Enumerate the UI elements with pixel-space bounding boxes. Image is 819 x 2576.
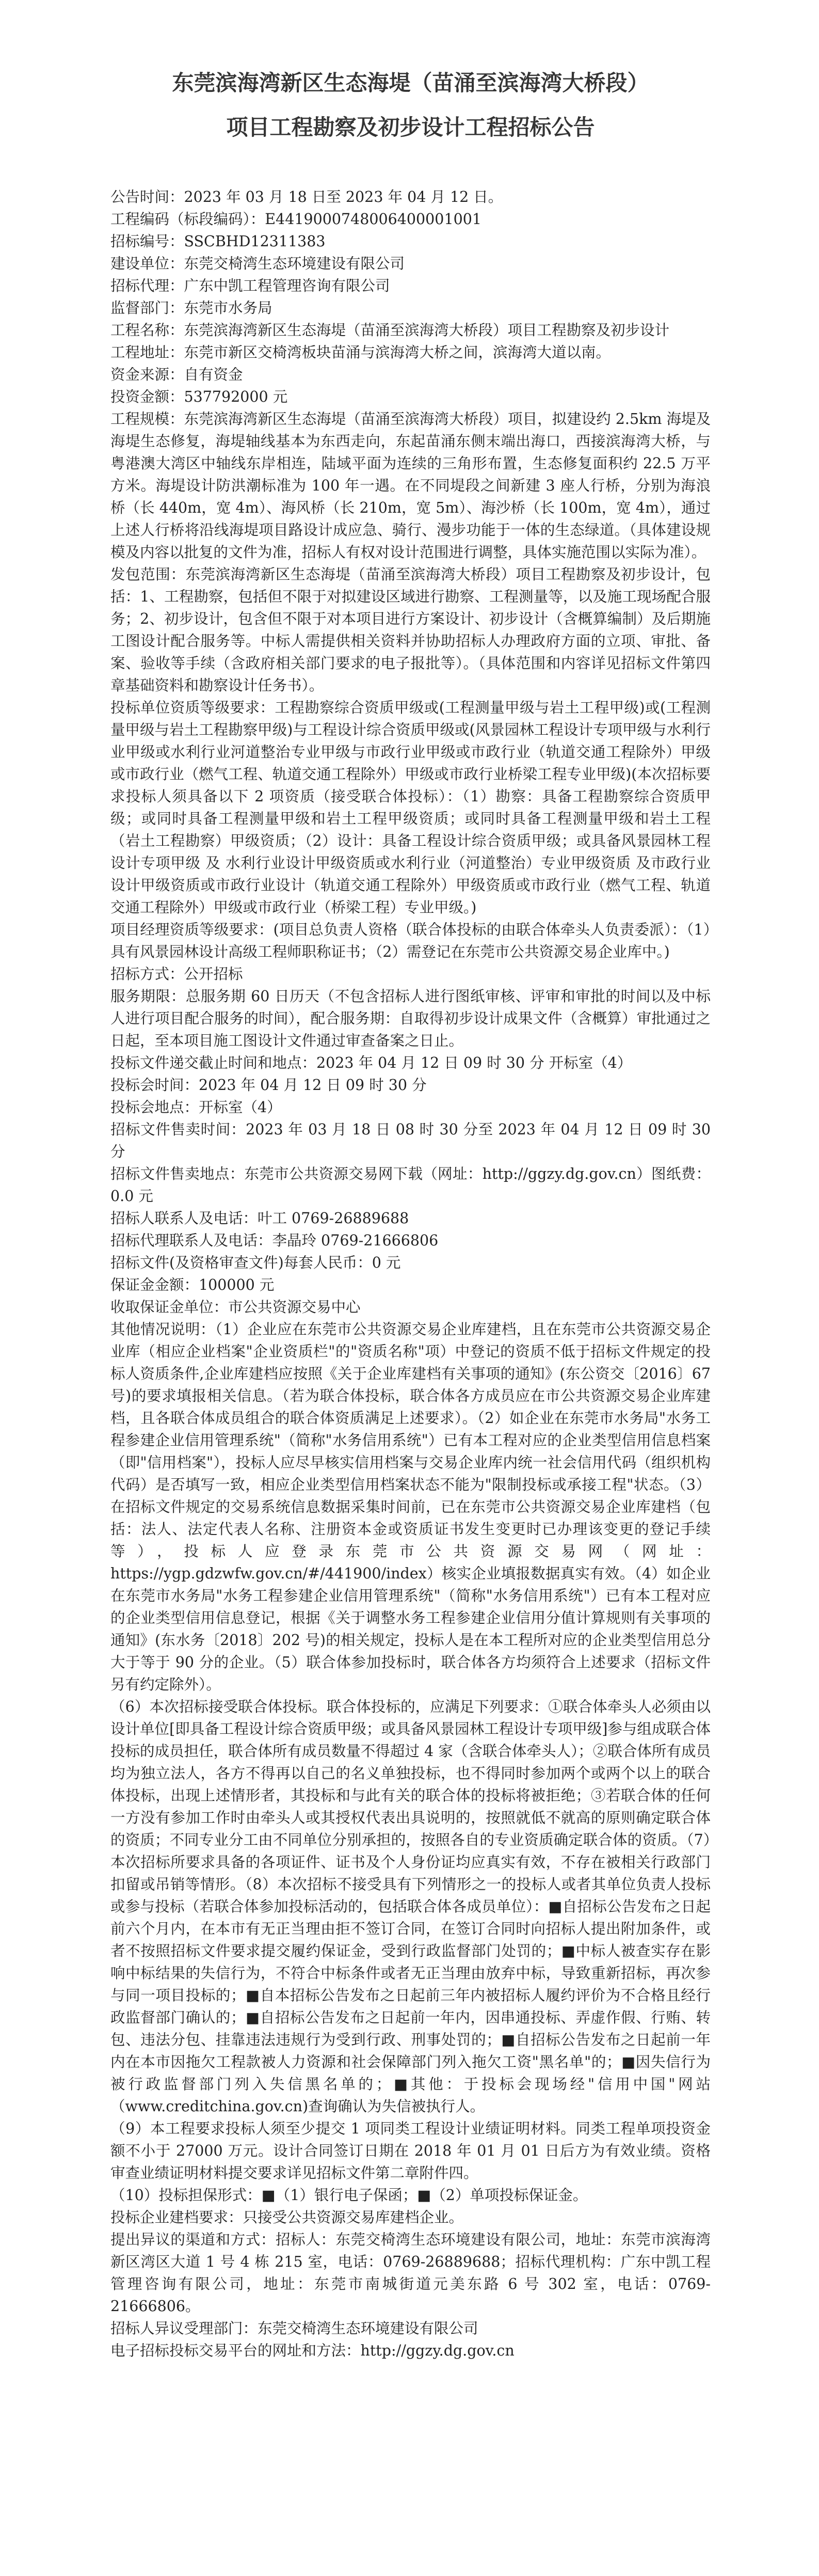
announcement-paragraph: 招标代理联系人及电话：李晶玲 0769-21666806 — [110, 1232, 439, 1249]
announcement-paragraph: 投标会地点：开标室（4） — [110, 1099, 282, 1116]
announcement-paragraph: 投标单位资质等级要求：工程勘察综合资质甲级或(工程测量甲级与岩土工程甲级)或(工程测量甲级与岩土工程勘察甲级)与工程设计综合资质甲级或(风景园林工程设计专项甲级与水利行业甲级或水利行业河道整治专业甲级与市政行业甲级或市政行业（轨道交通工程除外）甲级或市政行业（燃气工程、轨道交通工程除外）甲级或市政行业桥梁工程专业甲级)(本次招标要求投标人须具备以下 2 项资质（接受联合体投标）：（1）勘察：具备工程勘察综合资质甲级；或同时具备工程测量甲级和岩土工程甲级资质；或同时具备工程测量甲级和岩土工程（岩土工程勘察）甲级资质；（2）设计：具备工程设计综合资质甲级；或具备风景园林工程设计专项甲级 及 水利行业设计甲级资质或水利行业（河道整治）专业甲级资质 及市政行业设计甲级资质或市政行业设计（轨道交通工程除外）甲级资质或市政行业（燃气工程、轨道交通工程除外）甲级或市政行业（桥梁工程）专业甲级。) — [110, 699, 711, 916]
announcement-paragraph: 电子招标投标交易平台的网址和方法：http://ggzy.dg.gov.cn — [110, 2342, 515, 2359]
announcement-paragraph: 保证金金额：100000 元 — [110, 1276, 275, 1293]
announcement-paragraph: 招标文件售卖时间：2023 年 03 月 18 日 08 时 30 分至 2023 年 04 月 12 日 09 时 30 分 — [110, 1121, 711, 1160]
announcement-paragraph: 项目经理资质等级要求：(项目总负责人资格（联合体投标的由联合体牵头人负责委派）：（1）具有风景园林设计高级工程师职称证书；（2）需登记在东莞市公共资源交易企业库中。) — [110, 921, 711, 960]
announcement-paragraph: 工程地址：东莞市新区交椅湾板块苗涌与滨海湾大桥之间，滨海湾大道以南。 — [110, 344, 611, 361]
announcement-paragraph: 工程名称：东莞滨海湾新区生态海堤（苗涌至滨海湾大桥段）项目工程勘察及初步设计 — [110, 322, 670, 339]
announcement-paragraph: 服务期限：总服务期 60 日历天（不包含招标人进行图纸审核、评审和审批的时间以及中标人进行项目配合服务的时间），配合服务期：自取得初步设计成果文件（含概算）审批通过之日起，至本项目施工图设计文件通过审查备案之日止。 — [110, 988, 711, 1049]
announcement-paragraph: 招标编号：SSCBHD12311383 — [110, 233, 326, 250]
announcement-paragraph: 招标人异议受理部门：东莞交椅湾生态环境建设有限公司 — [110, 2320, 478, 2337]
page-title-line1: 东莞滨海湾新区生态海堤（苗涌至滨海湾大桥段） — [172, 70, 649, 96]
announcement-body — [110, 186, 711, 2362]
announcement-paragraph: 提出异议的渠道和方式：招标人：东莞交椅湾生态环境建设有限公司，地址：东莞市滨海湾新区湾区大道 1 号 4 栋 215 室，电话：0769-26889688；招标代理机构：广东中凯工程管理咨询有限公司，地址：东莞市南城街道元美东路 6 号 302 室，电话：0769-21666806。 — [110, 2231, 711, 2315]
announcement-paragraph: 招标文件售卖地点：东莞市公共资源交易网下载（网址：http://ggzy.dg.gov.cn）图纸费：0.0 元 — [110, 1165, 711, 1205]
announcement-paragraph: 收取保证金单位：市公共资源交易中心 — [110, 1299, 361, 1316]
page-title-line2: 项目工程勘察及初步设计工程招标公告 — [226, 115, 595, 140]
announcement-paragraph: 投标文件递交截止时间和地点：2023 年 04 月 12 日 09 时 30 分 开标室（4） — [110, 1054, 632, 1071]
announcement-paragraph: 工程规模：东莞滨海湾新区生态海堤（苗涌至滨海湾大桥段）项目，拟建设约 2.5km 海堤及海堤生态修复，海堤轴线基本为东西走向，东起苗涌东侧末端出海口，西接滨海湾大桥，与粤港澳大湾区中轴线东岸相连，陆域平面为连续的三角形布置，生态修复面积约 22.5 万平方米。海堤设计防洪潮标准为 100 年一遇。在不同堤段之间新建 3 座人行桥，分别为海浪桥（长 440m，宽 4m）、海风桥（长 210m，宽 5m）、海沙桥（长 100m，宽 4m），通过上述人行桥将沿线海堤项目路设计成应急、骑行、漫步功能于一体的生态绿道。（具体建设规模及内容以批复的文件为准，招标人有权对设计范围进行调整，具体实施范围以实际为准）。 — [110, 410, 711, 561]
announcement-paragraph: 监督部门：东莞市水务局 — [110, 299, 272, 317]
announcement-paragraph: 招标人联系人及电话：叶工 0769-26889688 — [110, 1210, 409, 1227]
announcement-paragraph: 招标方式：公开招标 — [110, 966, 243, 983]
announcement-paragraph: 工程编码（标段编码）：E4419000748006400001001 — [110, 211, 481, 228]
announcement-paragraph: 招标文件(及资格审查文件)每套人民币：0 元 — [110, 1254, 401, 1271]
announcement-paragraph: （10）投标担保形式：■（1）银行电子保函；■（2）单项投标保证金。 — [110, 2187, 588, 2204]
announcement-paragraph: 招标代理：广东中凯工程管理咨询有限公司 — [110, 277, 390, 294]
announcement-paragraph: 投资金额：537792000 元 — [110, 388, 288, 405]
announcement-paragraph: （6）本次招标接受联合体投标。联合体投标的，应满足下列要求：①联合体牵头人必须由以设计单位[即具备工程设计综合资质甲级；或具备风景园林工程设计专项甲级]参与组成联合体投标的成员担任，联合体所有成员数量不得超过 4 家（含联合体牵头人）；②联合体所有成员均为独立法人，各方不得再以自己的名义单独投标，也不得同时参加两个或两个以上的联合体投标，出现上述情形者，其投标和与此有关的联合体的投标将被拒绝；③若联合体的任何一方没有参加工作时由牵头人或其授权代表出具说明的，按照就低不就高的原则确定联合体的资质；不同专业分工由不同单位分别承担的，按照各自的专业资质确定联合体的资质。（7）本次招标所要求具备的各项证件、证书及个人身份证均应真实有效，不存在被相关行政部门扣留或吊销等情形。（8）本次招标不接受具有下列情形之一的投标人或者其单位负责人投标或参与投标（若联合体参加投标活动的，包括联合体各成员单位）：■自招标公告发布之日起前六个月内，在本市有无正当理由拒不签订合同，在签订合同时向招标人提出附加条件，或者不按照招标文件要求提交履约保证金，受到行政监督部门处罚的；■中标人被查实存在影响中标结果的失信行为，不符合中标条件或者无正当理由放弃中标，导致重新招标，再次参与同一项目投标的；■自本招标公告发布之日起前三年内被招标人履约评价为不合格且经行政监督部门确认的；■自招标公告发布之日起前一年内，因串通投标、弄虚作假、行贿、转包、违法分包、挂靠违法违规行为受到行政、刑事处罚的；■自招标公告发布之日起前一年内在本市因拖欠工程款被人力资源和社会保障部门列入拖欠工资"黑名单"的；■因失信行为被行政监督部门列入失信黑名单的；■其他：于投标会现场经"信用中国"网站（www.creditchina.gov.cn)查询确认为失信被执行人。 — [110, 1698, 711, 2115]
announcement-paragraph: （9）本工程要求投标人须至少提交 1 项同类工程设计业绩证明材料。同类工程单项投资金额不小于 27000 万元。设计合同签订日期在 2018 年 01 月 01 日后方为有效业绩。资格审查业绩证明材料提交要求详见招标文件第二章附件四。 — [110, 2120, 711, 2182]
announcement-paragraph: 资金来源：自有资金 — [110, 366, 243, 383]
announcement-paragraph: 投标企业建档要求：只接受公共资源交易库建档企业。 — [110, 2209, 464, 2226]
announcement-paragraph: 投标会时间：2023 年 04 月 12 日 09 时 30 分 — [110, 1077, 427, 1094]
announcement-paragraph: 公告时间：2023 年 03 月 18 日至 2023 年 04 月 12 日。 — [110, 188, 503, 206]
announcement-paragraph: 发包范围：东莞滨海湾新区生态海堤（苗涌至滨海湾大桥段）项目工程勘察及初步设计，包括：1、工程勘察，包括但不限于对拟建设区域进行勘察、工程测量等，以及施工现场配合服务；2、初步设计，包含但不限于对本项目进行方案设计、初步设计（含概算编制）及后期施工图设计配合服务等。中标人需提供相关资料并协助招标人办理政府方面的立项、审批、备案、验收等手续（含政府相关部门要求的电子报批等）。（具体范围和内容详见招标文件第四章基础资料和勘察设计任务书）。 — [110, 566, 711, 694]
announcement-paragraph: 其他情况说明：（1）企业应在东莞市公共资源交易企业库建档，且在东莞市公共资源交易企业库（相应企业档案"企业资质栏"的"资质名称"项）中登记的资质不低于招标文件规定的投标人资质条件,企业库建档应按照《关于企业库建档有关事项的通知》(东公资交〔2016〕67 号)的要求填报相关信息。（若为联合体投标，联合体各方成员应在市公共资源交易企业库建档，且各联合体成员组合的联合体资质满足上述要求）。（2）如企业在东莞市水务局"水务工程参建企业信用管理系统"（简称"水务信用系统"）已有本工程对应的企业类型信用信息档案（即"信用档案"），投标人应尽早核实信用档案与交易企业库内统一社会信用代码（组织机构代码）是否填写一致，相应企业类型信用档案状态不能为"限制投标或承接工程"状态。（3）在招标文件规定的交易系统信息数据采集时间前，已在东莞市公共资源交易企业库建档（包括：法人、法定代表人名称、注册资本金或资质证书发生变更时已办理该变更的登记手续等），投标人应登录东莞市公共资源交易网（网址：https://ygp.gdzwfw.gov.cn/#/441900/index）核实企业填报数据真实有效。（4）如企业在东莞市水务局"水务工程参建企业信用管理系统"（简称"水务信用系统"）已有本工程对应的企业类型信用信息登记，根据《关于调整水务工程参建企业信用分值计算规则有关事项的通知》(东水务〔2018〕202 号)的相关规定，投标人是在本工程所对应的企业类型信用总分大于等于 90 分的企业。（5）联合体参加投标时，联合体各方均须符合上述要求（招标文件另有约定除外）。 — [110, 1321, 711, 1693]
announcement-paragraph: 建设单位：东莞交椅湾生态环境建设有限公司 — [110, 255, 405, 272]
